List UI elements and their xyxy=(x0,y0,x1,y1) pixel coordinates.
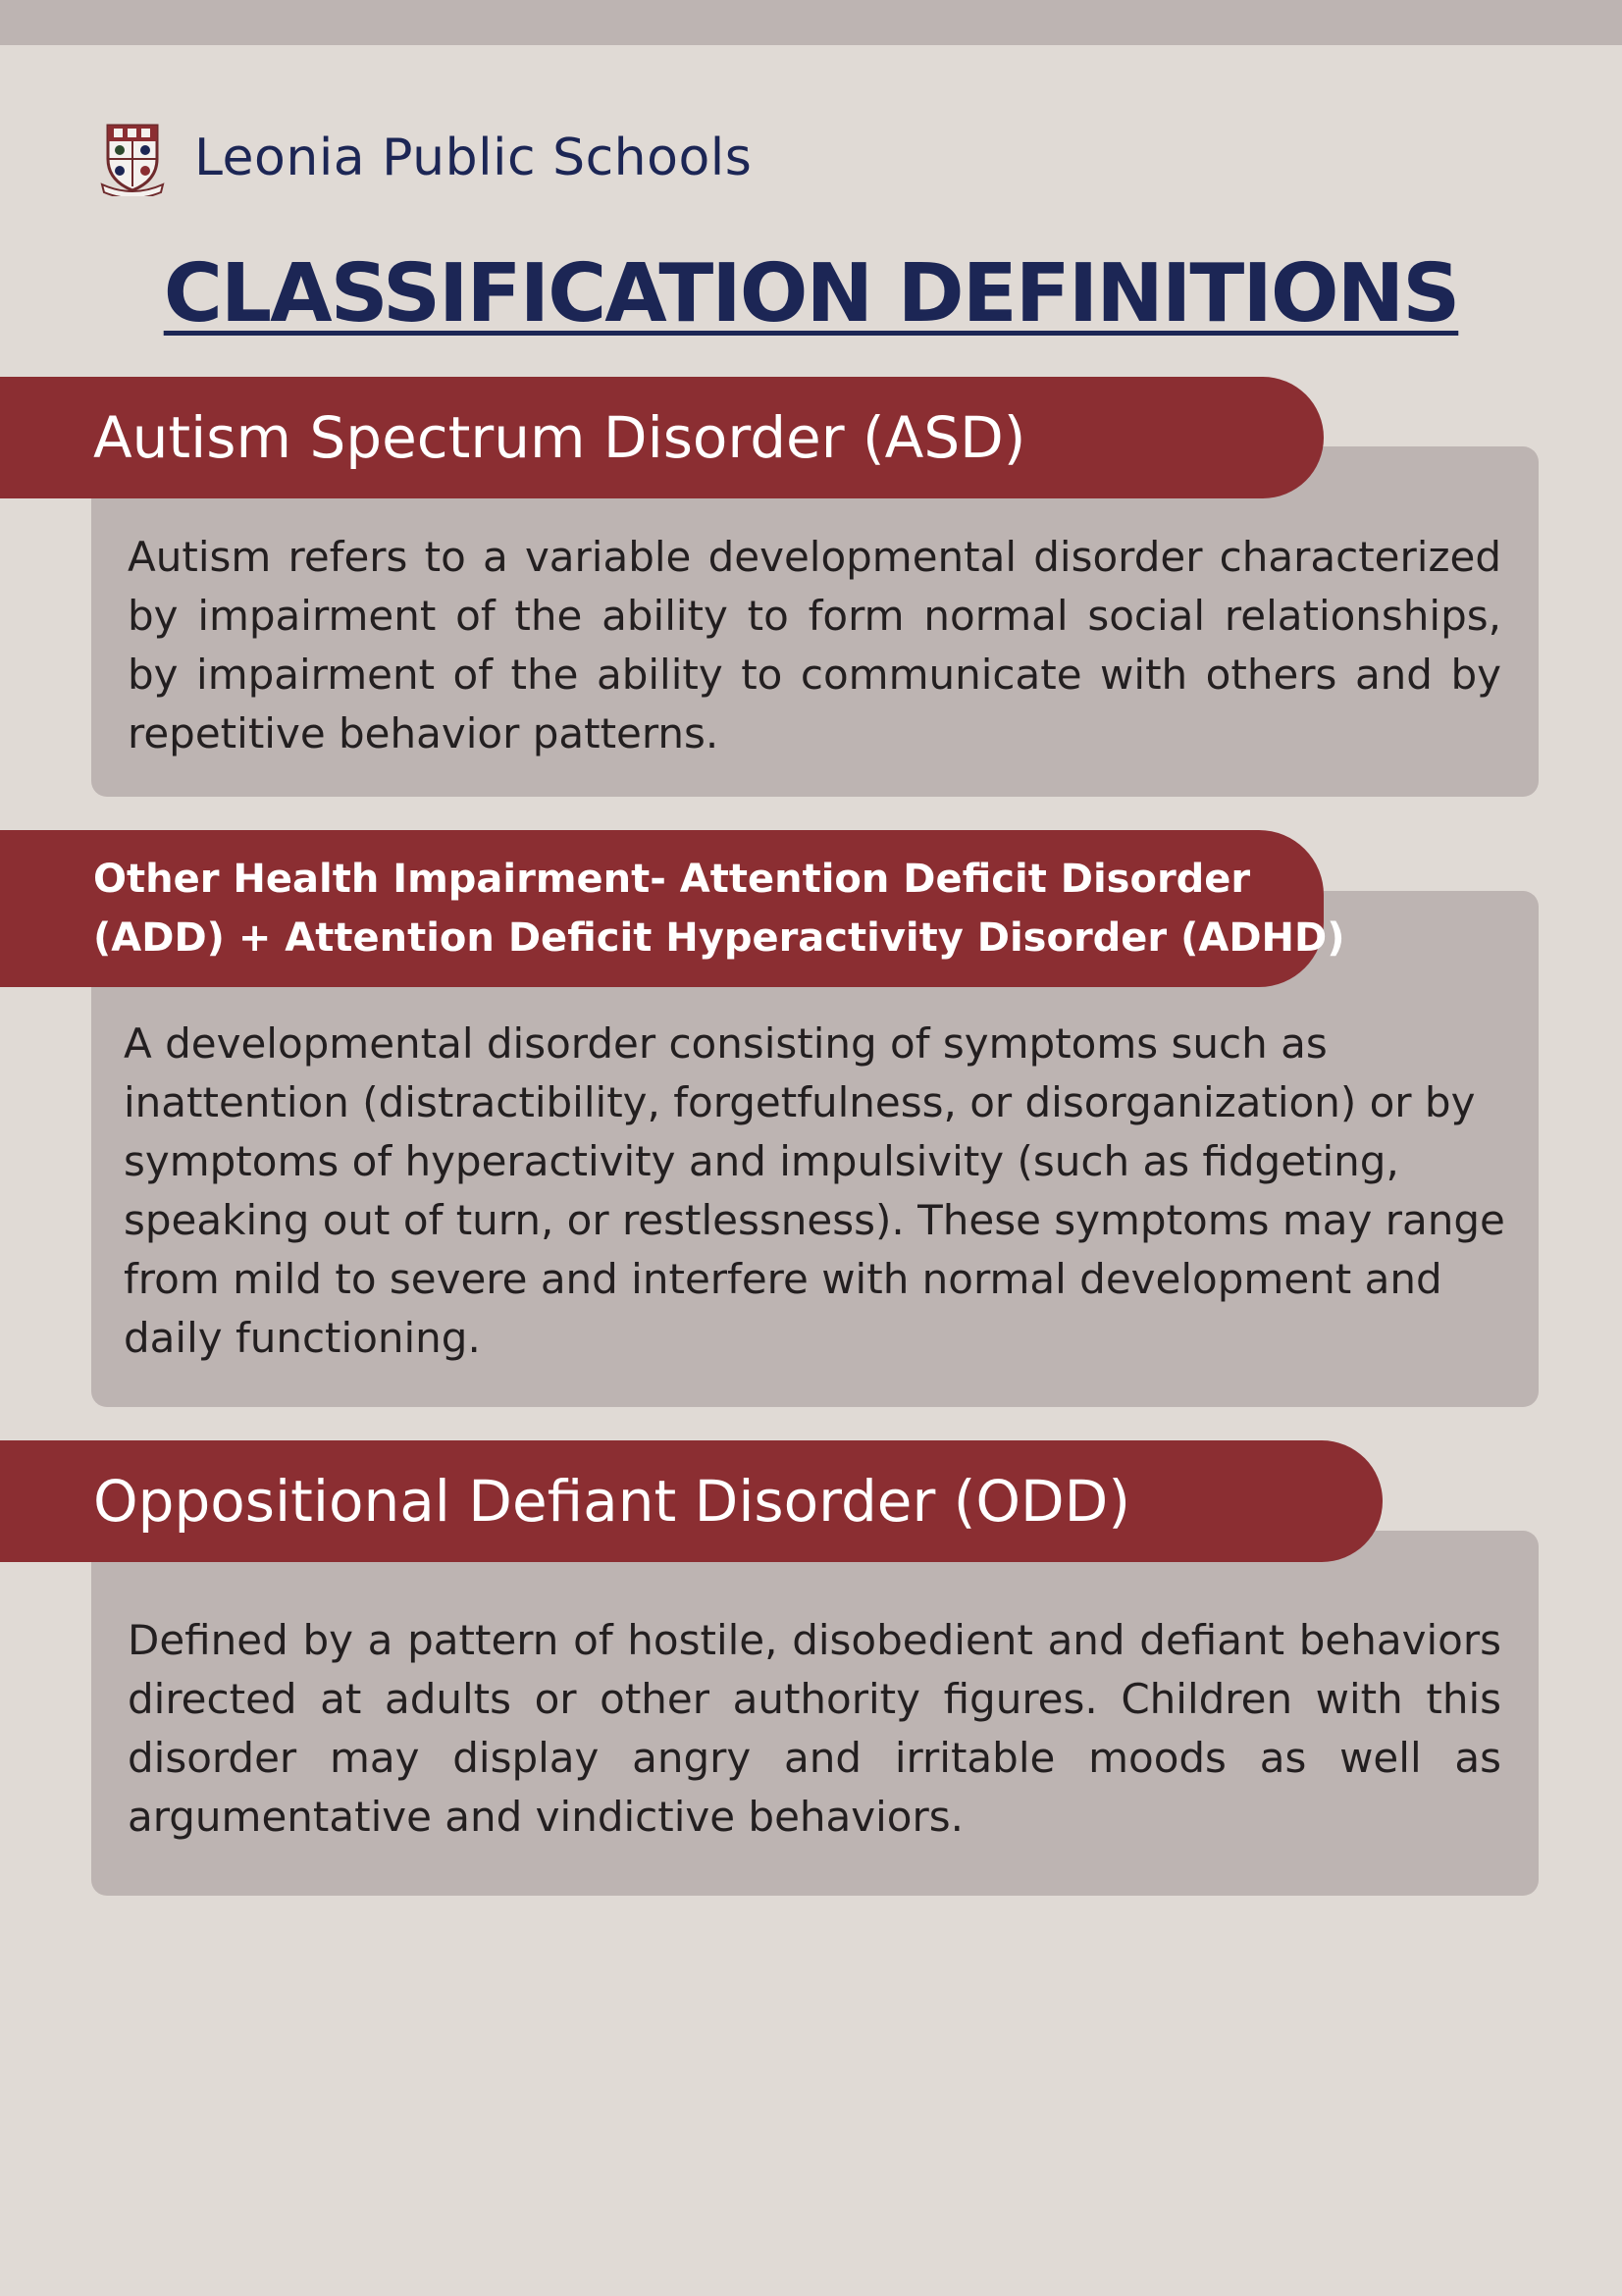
odd-heading: Oppositional Defiant Disorder (ODD) xyxy=(93,1468,1130,1535)
odd-definition: Defined by a pattern of hostile, disobedient and defiant behaviors directed at adults or other authority figures. Children with this disorder may display angry and irritable moods as well as argumentative and vindictive behaviors. xyxy=(128,1616,1501,1841)
adhd-definition: A developmental disorder consisting of symptoms such as inattention (distractibility, forgetfulness, or disorganization) or by symptoms of hyperactivity and impulsivity (such as fidgeting, speaking out of turn, or restlessness). These symptoms may range from mild to severe and interfere with normal development and daily functioning. xyxy=(124,1019,1505,1362)
adhd-banner xyxy=(0,830,1345,987)
school-header xyxy=(100,120,752,196)
asd-banner xyxy=(0,377,1324,498)
school-crest-icon xyxy=(100,120,165,196)
asd-heading: Autism Spectrum Disorder (ASD) xyxy=(93,404,1026,471)
school-name: Leonia Public Schools xyxy=(194,129,753,187)
top-band xyxy=(0,0,1622,45)
odd-banner xyxy=(0,1440,1383,1562)
asd-definition: Autism refers to a variable developmental disorder characterized by impairment of the ability to form normal social relationships, by impairment of the ability to communicate with others and by repetitive behavior patterns. xyxy=(128,533,1501,757)
adhd-heading-line1: Other Health Impairment- Attention Deficit Disorder xyxy=(93,857,1251,902)
adhd-heading-line2: (ADD) + Attention Deficit Hyperactivity Disorder (ADHD) xyxy=(93,915,1345,961)
page-title: CLASSIFICATION DEFINITIONS xyxy=(163,247,1459,340)
